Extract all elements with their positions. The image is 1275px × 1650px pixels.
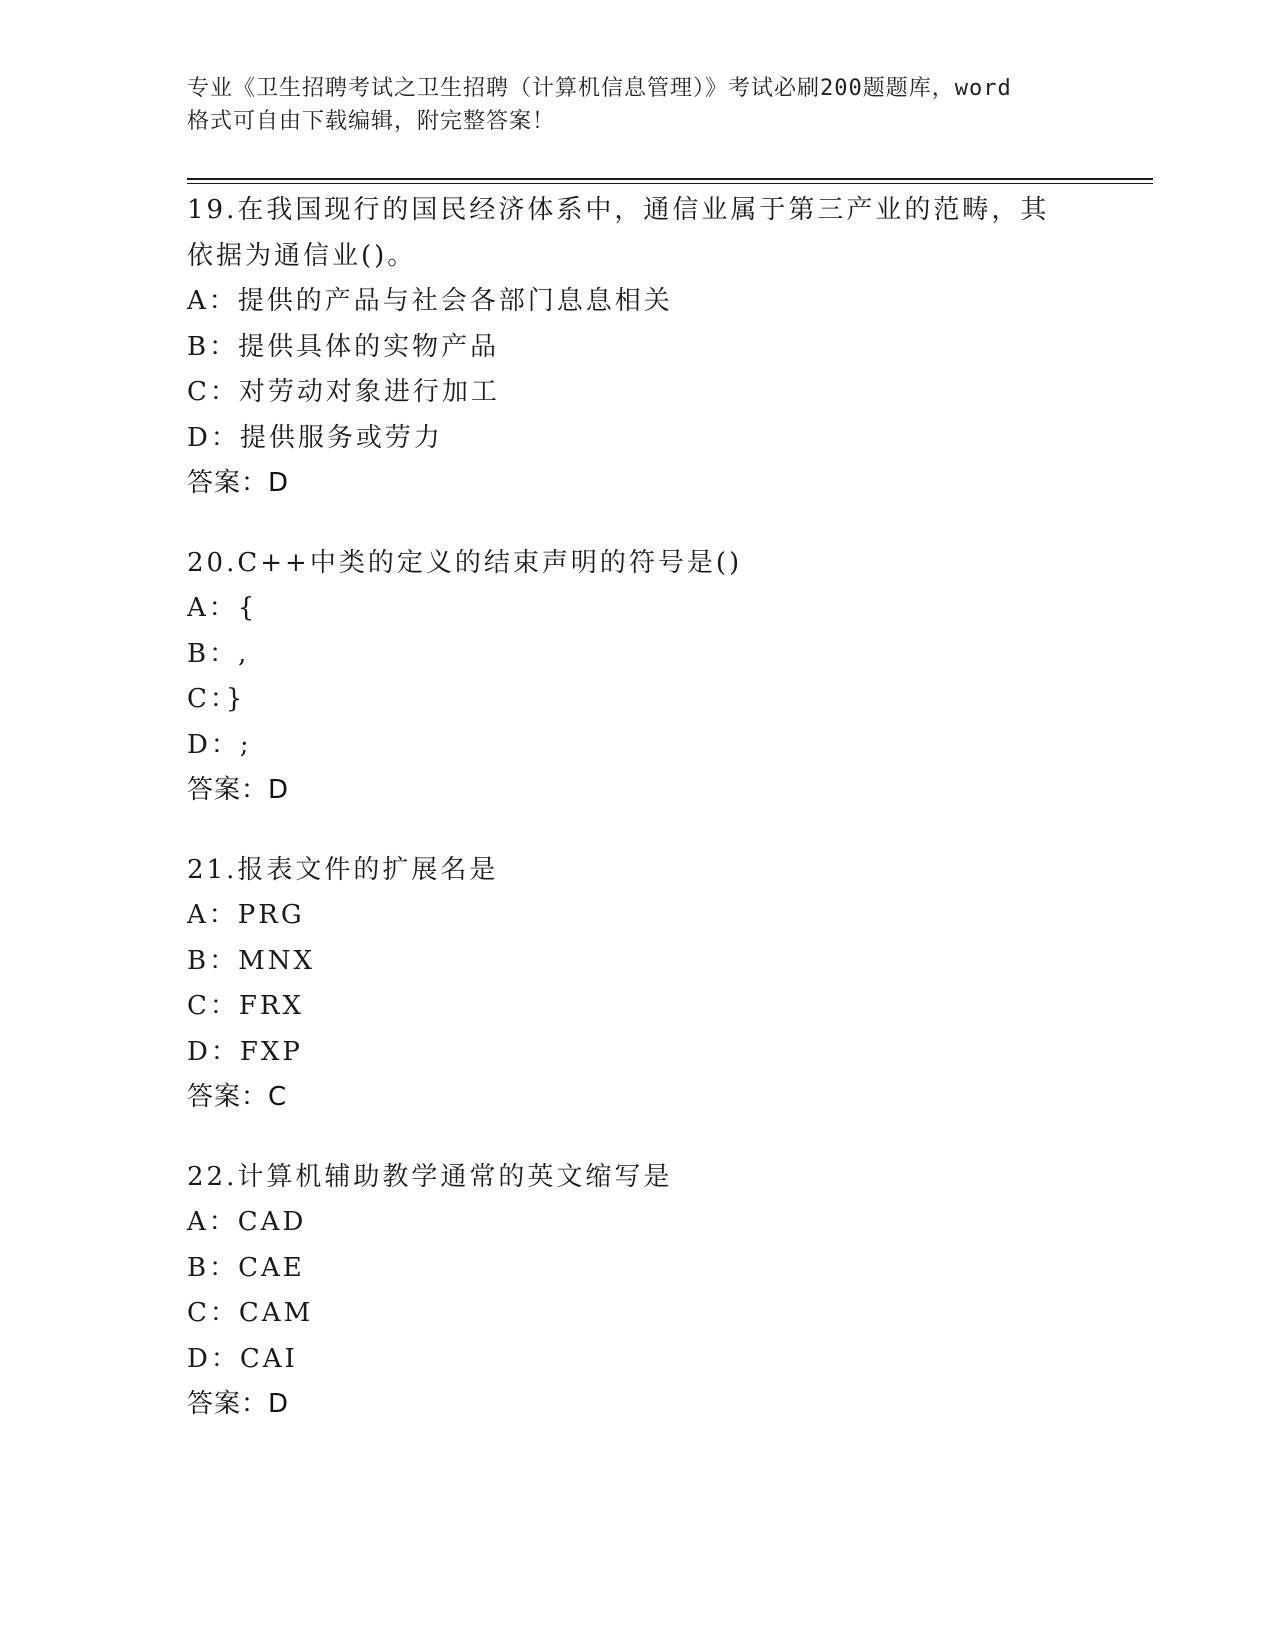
option-a: A：CAD xyxy=(187,1207,307,1237)
option-a: A：{ xyxy=(187,593,258,623)
option-d: D：FXP xyxy=(187,1036,303,1067)
answer-line: 答案：D xyxy=(187,1389,290,1419)
option-c: C：对劳动对象进行加工 xyxy=(187,377,500,407)
answer-line: 答案：D xyxy=(187,468,290,498)
option-d: D：提供服务或劳力 xyxy=(187,422,443,453)
question-stem: 20.C++中类的定义的结束声明的符号是() xyxy=(187,547,743,578)
header-line-1: 专业《卫生招聘考试之卫生招聘（计算机信息管理）》考试必刷200题题库，word xyxy=(187,76,1012,101)
header-line-2: 格式可自由下载编辑，附完整答案！ xyxy=(187,109,556,134)
option-c: C：FRX xyxy=(187,991,305,1021)
option-a: A：PRG xyxy=(187,900,305,930)
question-stem: 19.在我国现行的国民经济体系中，通信业属于第三产业的范畴，其依据为通信业()。 xyxy=(187,195,1050,271)
question-stem: 21.报表文件的扩展名是 xyxy=(187,854,499,885)
option-a: A：提供的产品与社会各部门息息相关 xyxy=(187,286,673,316)
option-c: C：CAM xyxy=(187,1298,314,1328)
option-d: D：CAI xyxy=(187,1343,298,1374)
question-list xyxy=(187,188,1087,1462)
option-b: B：, xyxy=(187,638,250,669)
header-divider-thin xyxy=(187,183,1153,184)
question-19 xyxy=(187,188,1087,507)
option-d: D：; xyxy=(187,729,252,760)
question-21 xyxy=(187,848,1087,1121)
header-divider-thick xyxy=(187,178,1153,180)
document-header xyxy=(187,72,1087,138)
answer-line: 答案：D xyxy=(187,775,290,805)
option-b: B：MNX xyxy=(187,945,315,976)
option-b: B：CAE xyxy=(187,1252,305,1283)
option-b: B：提供具体的实物产品 xyxy=(187,331,500,362)
answer-line: 答案：C xyxy=(187,1082,288,1112)
question-20 xyxy=(187,541,1087,814)
option-c: C：} xyxy=(187,684,246,714)
question-22 xyxy=(187,1155,1087,1428)
question-stem: 22.计算机辅助教学通常的英文缩写是 xyxy=(187,1161,673,1192)
